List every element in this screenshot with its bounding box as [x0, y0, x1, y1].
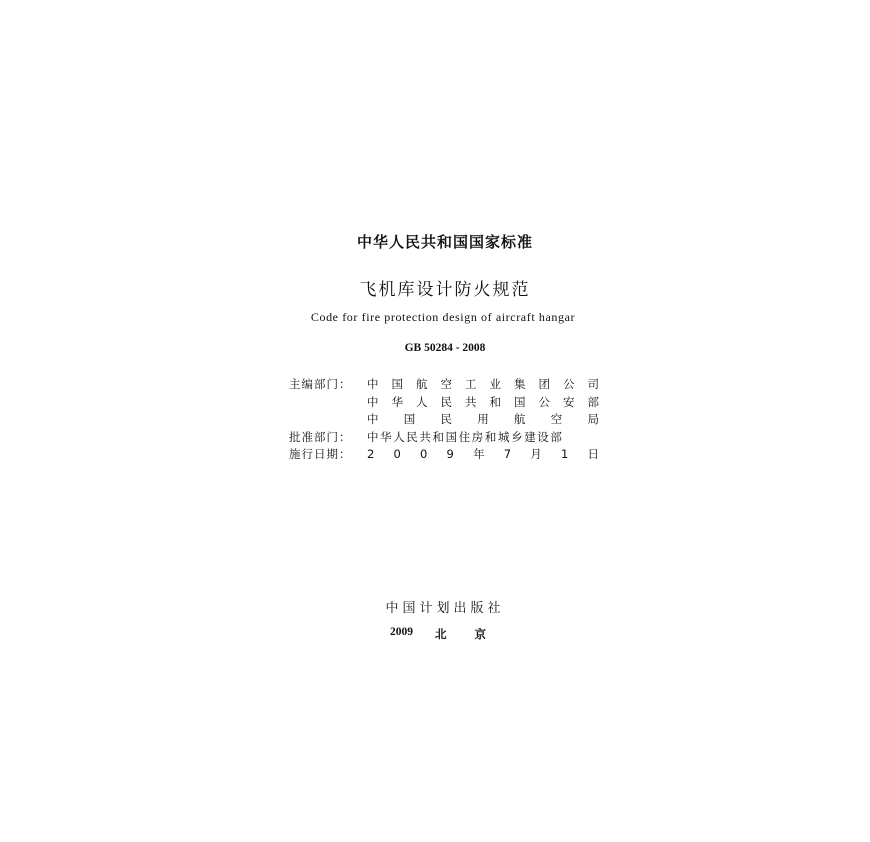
info-char: 2	[367, 447, 375, 461]
publication-city: 北京	[435, 629, 514, 641]
info-char: 中	[367, 394, 379, 409]
info-char: 业	[489, 377, 501, 391]
publication-place	[390, 626, 514, 642]
publisher: 中国计划出版社	[385, 601, 505, 616]
info-row-co-editor-2	[289, 411, 599, 429]
info-value	[367, 394, 599, 412]
standard-number: GB 50284 - 2008	[404, 342, 486, 354]
publication-year: 2009	[390, 626, 413, 638]
info-char: 用	[477, 412, 489, 426]
info-char: 7	[503, 447, 512, 461]
info-char: 公	[563, 377, 575, 391]
info-row-chief-editor	[289, 376, 599, 394]
english-title: Code for fire protection design of aircraft hangar	[310, 310, 576, 324]
info-char: 1	[560, 447, 569, 461]
info-char: 航	[416, 377, 428, 391]
info-char: 0	[393, 447, 401, 461]
info-value	[367, 411, 599, 429]
info-char: 空	[440, 377, 452, 391]
info-char: 团	[538, 377, 550, 391]
info-char: 中	[367, 377, 379, 391]
info-char: 月	[530, 447, 542, 461]
info-label	[289, 394, 367, 412]
info-label: 批准部门：	[289, 429, 352, 444]
info-char: 民	[440, 412, 452, 426]
info-char: 安	[563, 394, 575, 409]
info-char: 日	[587, 447, 599, 461]
info-value	[367, 446, 599, 464]
info-char: 人	[416, 394, 428, 409]
info-char: 中	[367, 412, 379, 426]
info-row-effective-date	[289, 446, 599, 464]
info-char: 集	[514, 377, 526, 391]
info-label: 主编部门：	[289, 377, 352, 391]
info-char: 国	[403, 412, 416, 426]
info-block	[289, 376, 599, 464]
info-char: 9	[446, 447, 454, 461]
info-row-approval-dept	[289, 429, 599, 447]
info-char: 国	[514, 394, 526, 409]
info-char: 司	[587, 377, 599, 391]
info-char: 和	[489, 394, 501, 409]
info-char: 局	[587, 412, 599, 426]
info-char: 共	[465, 394, 477, 409]
info-char: 0	[420, 447, 428, 461]
info-char: 华	[391, 394, 403, 409]
info-char: 国	[391, 377, 403, 391]
info-value: 中华人民共和国住房和城乡建设部	[367, 429, 564, 444]
info-value	[367, 376, 599, 394]
info-char: 民	[440, 394, 452, 409]
info-char: 年	[473, 447, 485, 461]
info-row-co-editor-1	[289, 394, 599, 412]
info-label: 施行日期：	[289, 447, 352, 461]
info-char: 工	[465, 377, 477, 391]
info-char: 部	[587, 394, 599, 409]
info-char: 公	[538, 394, 550, 409]
chinese-title: 飞机库设计防火规范	[359, 280, 531, 300]
info-char: 航	[514, 412, 526, 426]
info-label	[289, 411, 367, 429]
info-char: 空	[550, 412, 563, 426]
standard-type: 中华人民共和国国家标准	[356, 233, 533, 251]
